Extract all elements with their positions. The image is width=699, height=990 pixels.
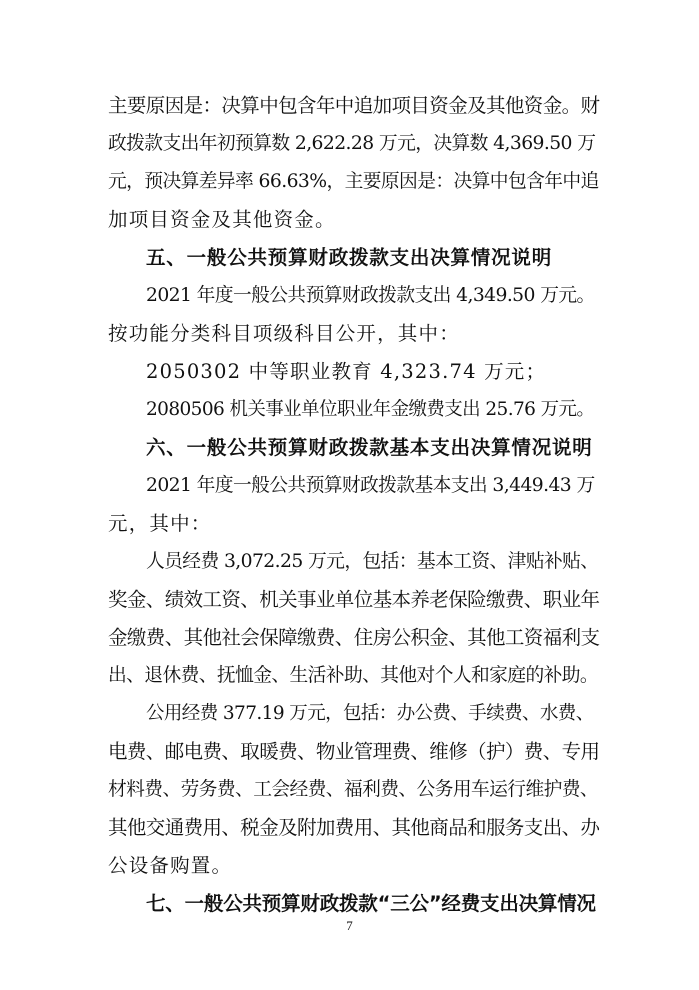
paragraph-line: 2021 年度一般公共预算财政拨款基本支出 3,449.43 万 bbox=[146, 475, 595, 496]
paragraph-line: 公用经费 377.19 万元，包括：办公费、手续费、水费、 bbox=[146, 703, 594, 724]
paragraph-line: 2050302 中等职业教育 4,323.74 万元； bbox=[146, 360, 547, 383]
paragraph-line: 2080506 机关事业单位职业年金缴费支出 25.76 万元。 bbox=[146, 399, 595, 420]
section-heading: 五、一般公共预算财政拨款支出决算情况说明 bbox=[146, 246, 553, 269]
paragraph-line: 材料费、劳务费、工会经费、福利费、公务用车运行维护费、 bbox=[108, 779, 599, 800]
section-heading: 七、一般公共预算财政拨款“三公”经费支出决算情况 bbox=[146, 892, 596, 915]
paragraph-line: 其他交通费用、税金及附加费用、其他商品和服务支出、办 bbox=[108, 816, 600, 839]
paragraph-line: 元，预决算差异率 66.63%，主要原因是：决算中包含年中追 bbox=[108, 171, 599, 192]
paragraph-line: 按功能分类科目项级科目公开，其中： bbox=[108, 322, 460, 345]
paragraph-line: 元，其中： bbox=[108, 512, 212, 535]
paragraph-line: 人员经费 3,072.25 万元，包括：基本工资、津贴补贴、 bbox=[146, 551, 599, 572]
paragraph-line: 出、退休费、抚恤金、生活补助、其他对个人和家庭的补助。 bbox=[108, 665, 599, 686]
section-heading: 六、一般公共预算财政拨款基本支出决算情况说明 bbox=[146, 436, 593, 459]
paragraph-line: 电费、邮电费、取暖费、物业管理费、维修（护）费、专用 bbox=[108, 740, 600, 763]
paragraph-line: 2021 年度一般公共预算财政拨款支出 4,349.50 万元。 bbox=[146, 285, 595, 306]
paragraph-line: 金缴费、其他社会保障缴费、住房公积金、其他工资福利支 bbox=[108, 626, 600, 649]
paragraph-line: 公设备购置。 bbox=[108, 854, 233, 877]
paragraph-line: 主要原因是：决算中包含年中追加项目资金及其他资金。财 bbox=[108, 94, 600, 117]
paragraph-line: 政拨款支出年初预算数 2,622.28 万元，决算数 4,369.50 万 bbox=[108, 133, 596, 154]
paragraph-line: 加项目资金及其他资金。 bbox=[108, 208, 336, 231]
page-number: 7 bbox=[346, 918, 353, 933]
paragraph-line: 奖金、绩效工资、机关事业单位基本养老保险缴费、职业年 bbox=[108, 588, 600, 611]
